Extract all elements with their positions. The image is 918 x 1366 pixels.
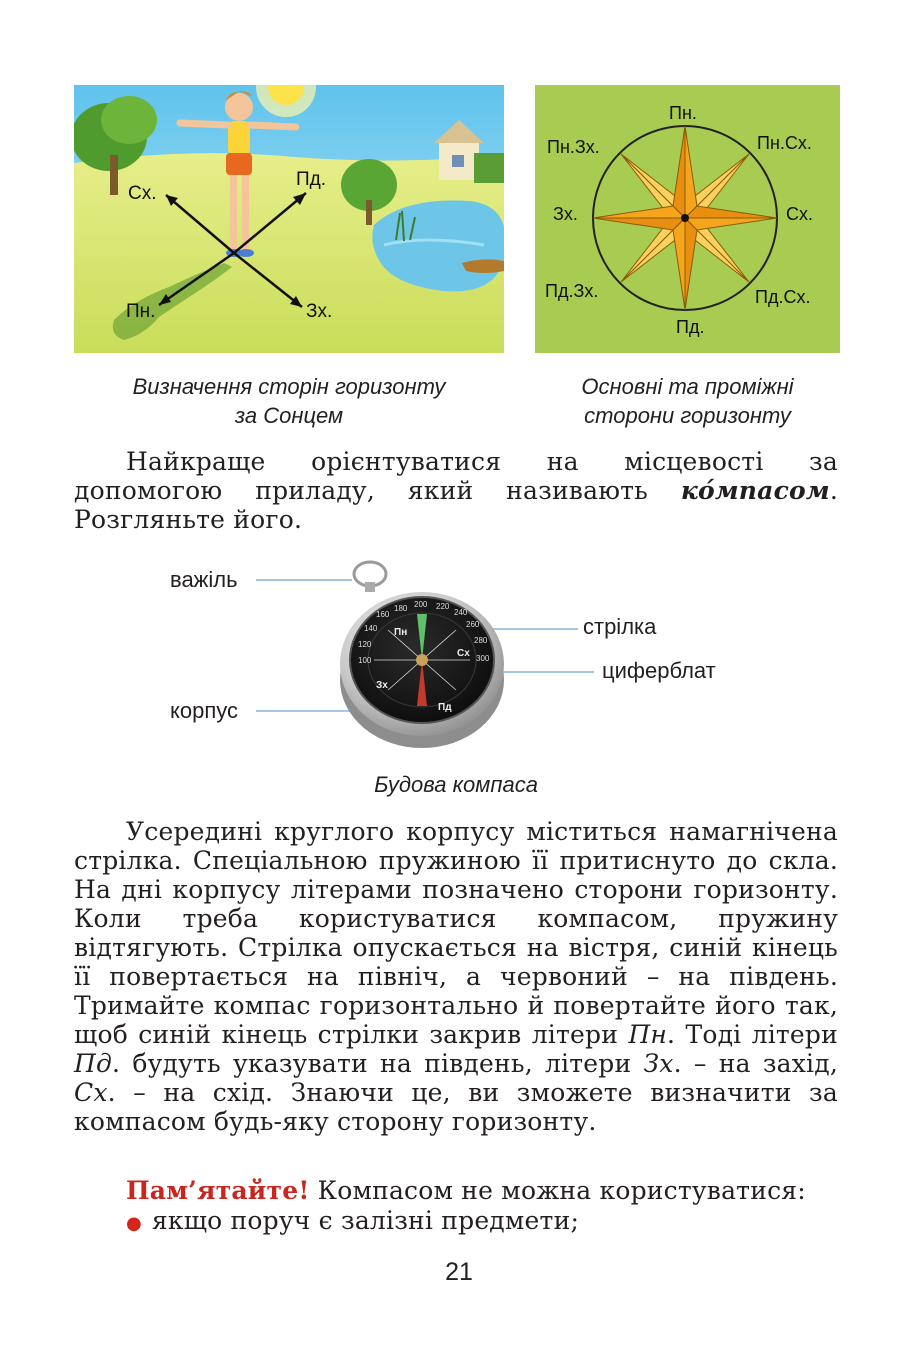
intro-paragraph <box>74 447 838 534</box>
label-north: Пн. <box>126 301 156 322</box>
rose-label-se: Пд.Сх. <box>755 287 811 307</box>
callout-dial: циферблат <box>602 658 716 683</box>
figure1-caption-line2: за Сонцем <box>234 403 344 428</box>
figure-compass-structure <box>160 552 780 762</box>
dial-letter-n: Пн <box>394 627 408 638</box>
dial-degree-160: 160 <box>376 610 390 619</box>
dial-degree-100: 100 <box>358 656 372 665</box>
callout-lever: важіль <box>170 567 238 592</box>
dial-degree-marks <box>350 598 500 698</box>
compass-figure-caption: Будова компаса <box>374 772 538 797</box>
rose-label-e: Сх. <box>786 204 813 224</box>
dial-degree-120: 120 <box>358 640 372 649</box>
bullet-marker: ● <box>126 1213 142 1234</box>
figure-compass-rose <box>535 85 840 353</box>
dial-letter-e: Сх <box>457 648 470 659</box>
label-west: Зх. <box>306 301 333 322</box>
dial-degree-180: 180 <box>394 604 408 613</box>
main-text-zx: Зх <box>643 1049 674 1078</box>
callout-body: корпус <box>170 698 239 723</box>
main-text-part3: . будуть указувати на південь, літери <box>112 1049 644 1078</box>
dial-degree-260: 260 <box>466 620 480 629</box>
label-south: Пд. <box>296 169 327 190</box>
main-text-part4: . – на захід, <box>673 1049 838 1078</box>
dial-letter-s: Пд <box>438 702 452 713</box>
figure2-caption-line2: сторони горизонту <box>584 403 791 428</box>
bullet-list <box>126 1206 838 1238</box>
remember-text: Компасом не можна користуватися: <box>309 1176 806 1205</box>
dial-letter-w: Зх <box>376 680 388 691</box>
main-text-part5: . – на схід. Знаючи це, ви зможете визначити за компасом будь-яку сторону горизонту. <box>74 1078 838 1136</box>
figure2-caption <box>535 372 840 430</box>
dial-degree-240: 240 <box>454 608 468 617</box>
intro-term-compass: ко́мпасом <box>680 476 830 505</box>
page-number: 21 <box>445 1258 473 1286</box>
figure2-caption-line1: Основні та проміжні <box>581 374 794 399</box>
figure-sun-orientation <box>74 85 504 353</box>
callout-needle: стрілка <box>583 614 657 639</box>
figure1-caption-line1: Визначення сторін горизонту <box>132 374 446 399</box>
main-text-sx: Сх <box>74 1078 108 1107</box>
figure1-caption <box>74 372 504 430</box>
label-east: Сх. <box>128 183 157 204</box>
list-item <box>126 1206 838 1238</box>
dial-degree-140: 140 <box>364 624 378 633</box>
bullet-text: якщо поруч є залізні предмети; <box>151 1206 580 1235</box>
dial-degree-200: 200 <box>414 600 428 609</box>
rose-label-ne: Пн.Сх. <box>757 133 812 153</box>
intro-text-before: Найкраще орієнтуватися на місцевості за допомогою приладу, який називають <box>74 447 838 505</box>
intro-text-after: . Розгляньте його. <box>74 476 838 534</box>
rose-label-nw: Пн.Зх. <box>547 137 600 157</box>
dial-degree-280: 280 <box>474 636 488 645</box>
dial-degree-220: 220 <box>436 602 450 611</box>
remember-label: Пам’ятайте! <box>126 1176 310 1205</box>
main-text-part1: Усередині круглого корпусу міститься намагнічена стрілка. Спеціальною пружиною її притиснуто до скла. На дні корпусу літерами позначено сторони горизонту. Коли треба користуватися компасом, пружину відтягують. Стрілка опускається на вістря, синій кінець її повертається на північ, а червоний – на південь. Тримайте компас горизонтально й повертайте його так, щоб синій кінець стрілки закрив літери <box>74 817 838 1049</box>
main-paragraph <box>74 817 838 1136</box>
main-text-pn: Пн <box>628 1020 668 1049</box>
dial-degree-300: 300 <box>476 654 490 663</box>
rose-label-sw: Пд.Зх. <box>545 281 599 301</box>
main-text-pd: Пд <box>74 1049 113 1078</box>
rose-label-n: Пн. <box>669 103 697 123</box>
rose-label-w: Зх. <box>553 204 578 224</box>
remember-line <box>74 1176 838 1205</box>
rose-label-s: Пд. <box>676 317 705 337</box>
main-text-part2: . Тоді літери <box>667 1020 838 1049</box>
